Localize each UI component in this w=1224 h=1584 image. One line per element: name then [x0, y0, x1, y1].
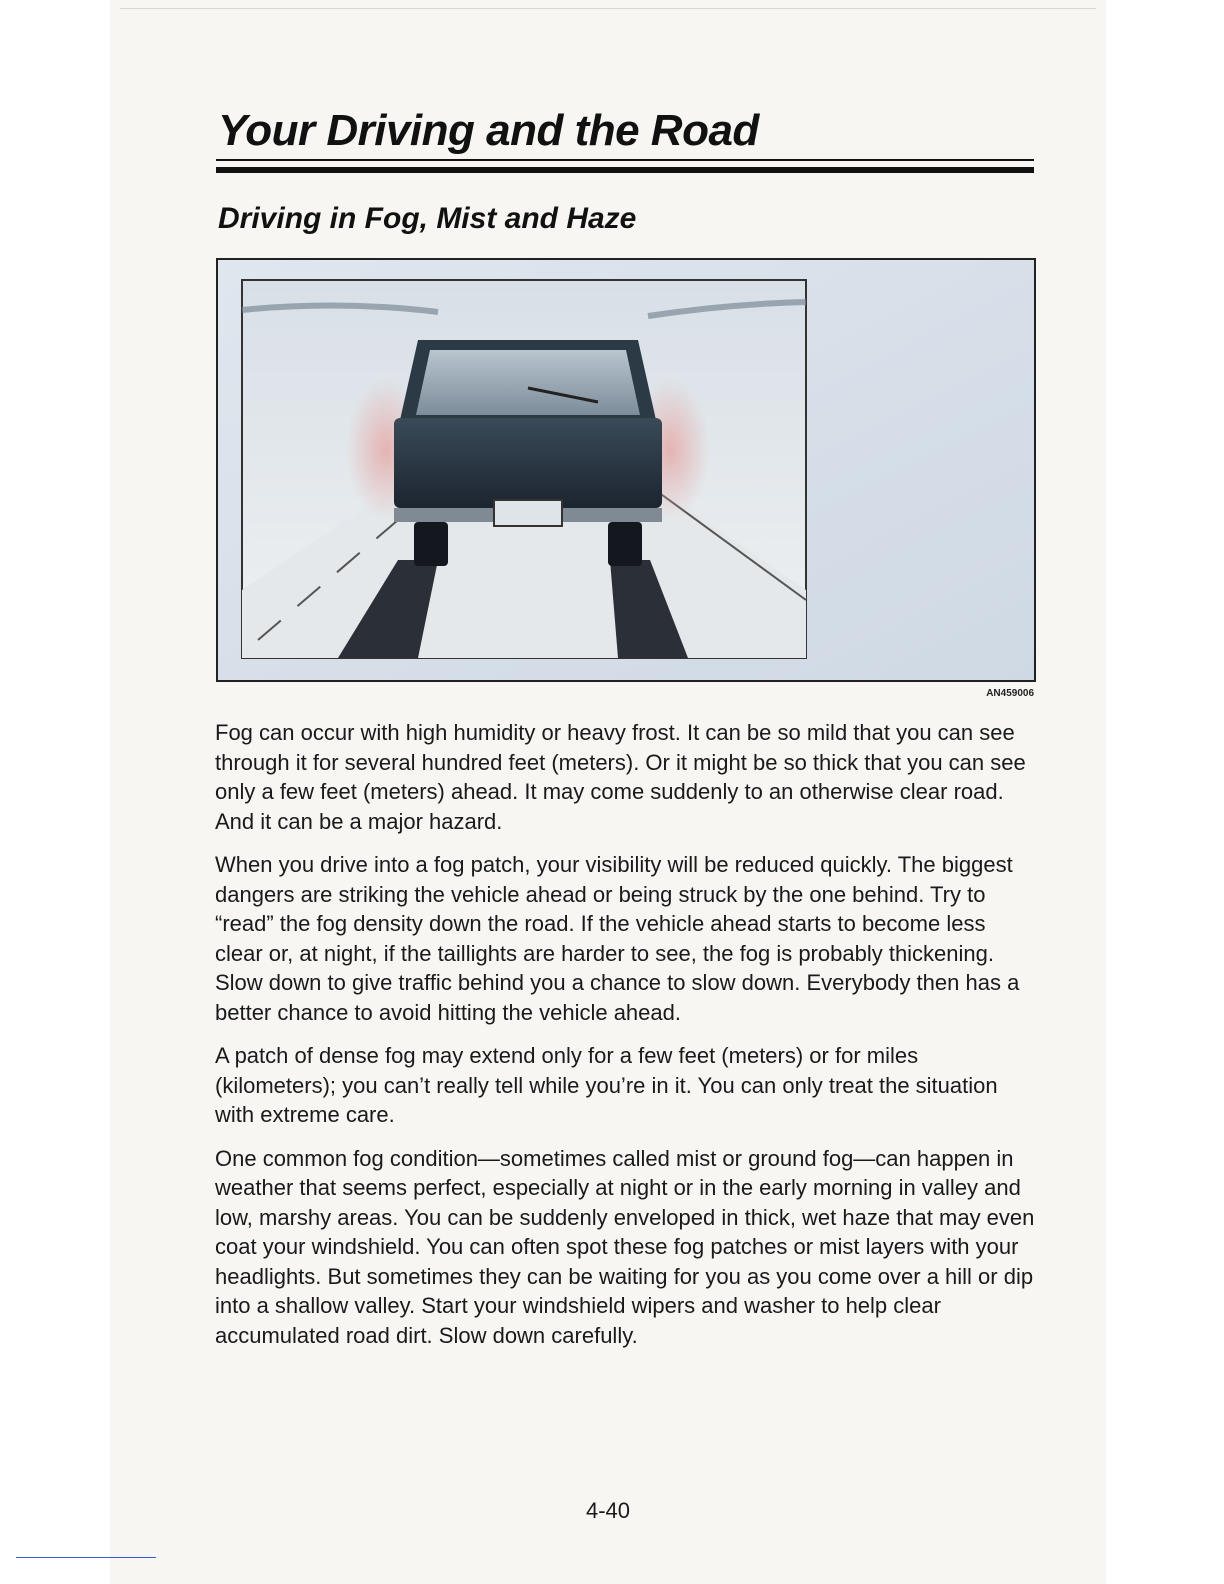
bottom-link-rule — [16, 1557, 156, 1558]
top-edge-rule — [120, 8, 1096, 9]
body-text — [215, 718, 1035, 1364]
page-number: 4-40 — [585, 1498, 631, 1523]
paragraph: When you drive into a fog patch, your visibility will be reduced quickly. The biggest dangers are striking the vehicle ahead or being struck by the one behind. Try to “read” the fog density down the road. If the vehicle ahead starts to become less clear or, at night, if the taillights are harder to see, the fog is probably thickening. Slow down to give traffic behind you a chance to slow down. Everybody then has a better chance to avoid hitting the vehicle ahead. — [215, 852, 1020, 1025]
paragraph: One common fog condition—sometimes called mist or ground fog—can happen in weather that seems perfect, especially at night or in the early morning in valley and low, marshy areas. You can be suddenly enveloped in thick, wet haze that may even coat your windshield. You can often spot these fog patches or mist layers with your headlights. But sometimes they can be waiting for you as you come over a hill or dip into a shallow valley. Start your windshield wipers and washer to help clear accumulated road dirt. Slow down carefully. — [215, 1145, 1035, 1348]
section-title: Driving in Fog, Mist and Haze — [218, 202, 637, 235]
chapter-rule-thin — [216, 159, 1034, 161]
chapter-rule-thick — [216, 167, 1034, 173]
paragraph: A patch of dense fog may extend only for a few feet (meters) or for miles (kilometers); you can’t really tell while you’re in it. You can only treat the situation with extreme care. — [215, 1043, 998, 1127]
paragraph: Fog can occur with high humidity or heavy frost. It can be so mild that you can see through it for several hundred feet (meters). Or it might be so thick that you can see only a few feet (meters) ahead. It may come suddenly to an otherwise clear road. And it can be a major hazard. — [215, 720, 1026, 834]
chapter-title: Your Driving and the Road — [218, 106, 759, 155]
fog-illustration — [216, 258, 1036, 682]
vehicle-in-fog-image — [218, 260, 1034, 680]
figure-code: AN459006 — [986, 688, 1034, 699]
manual-page — [110, 0, 1106, 1584]
